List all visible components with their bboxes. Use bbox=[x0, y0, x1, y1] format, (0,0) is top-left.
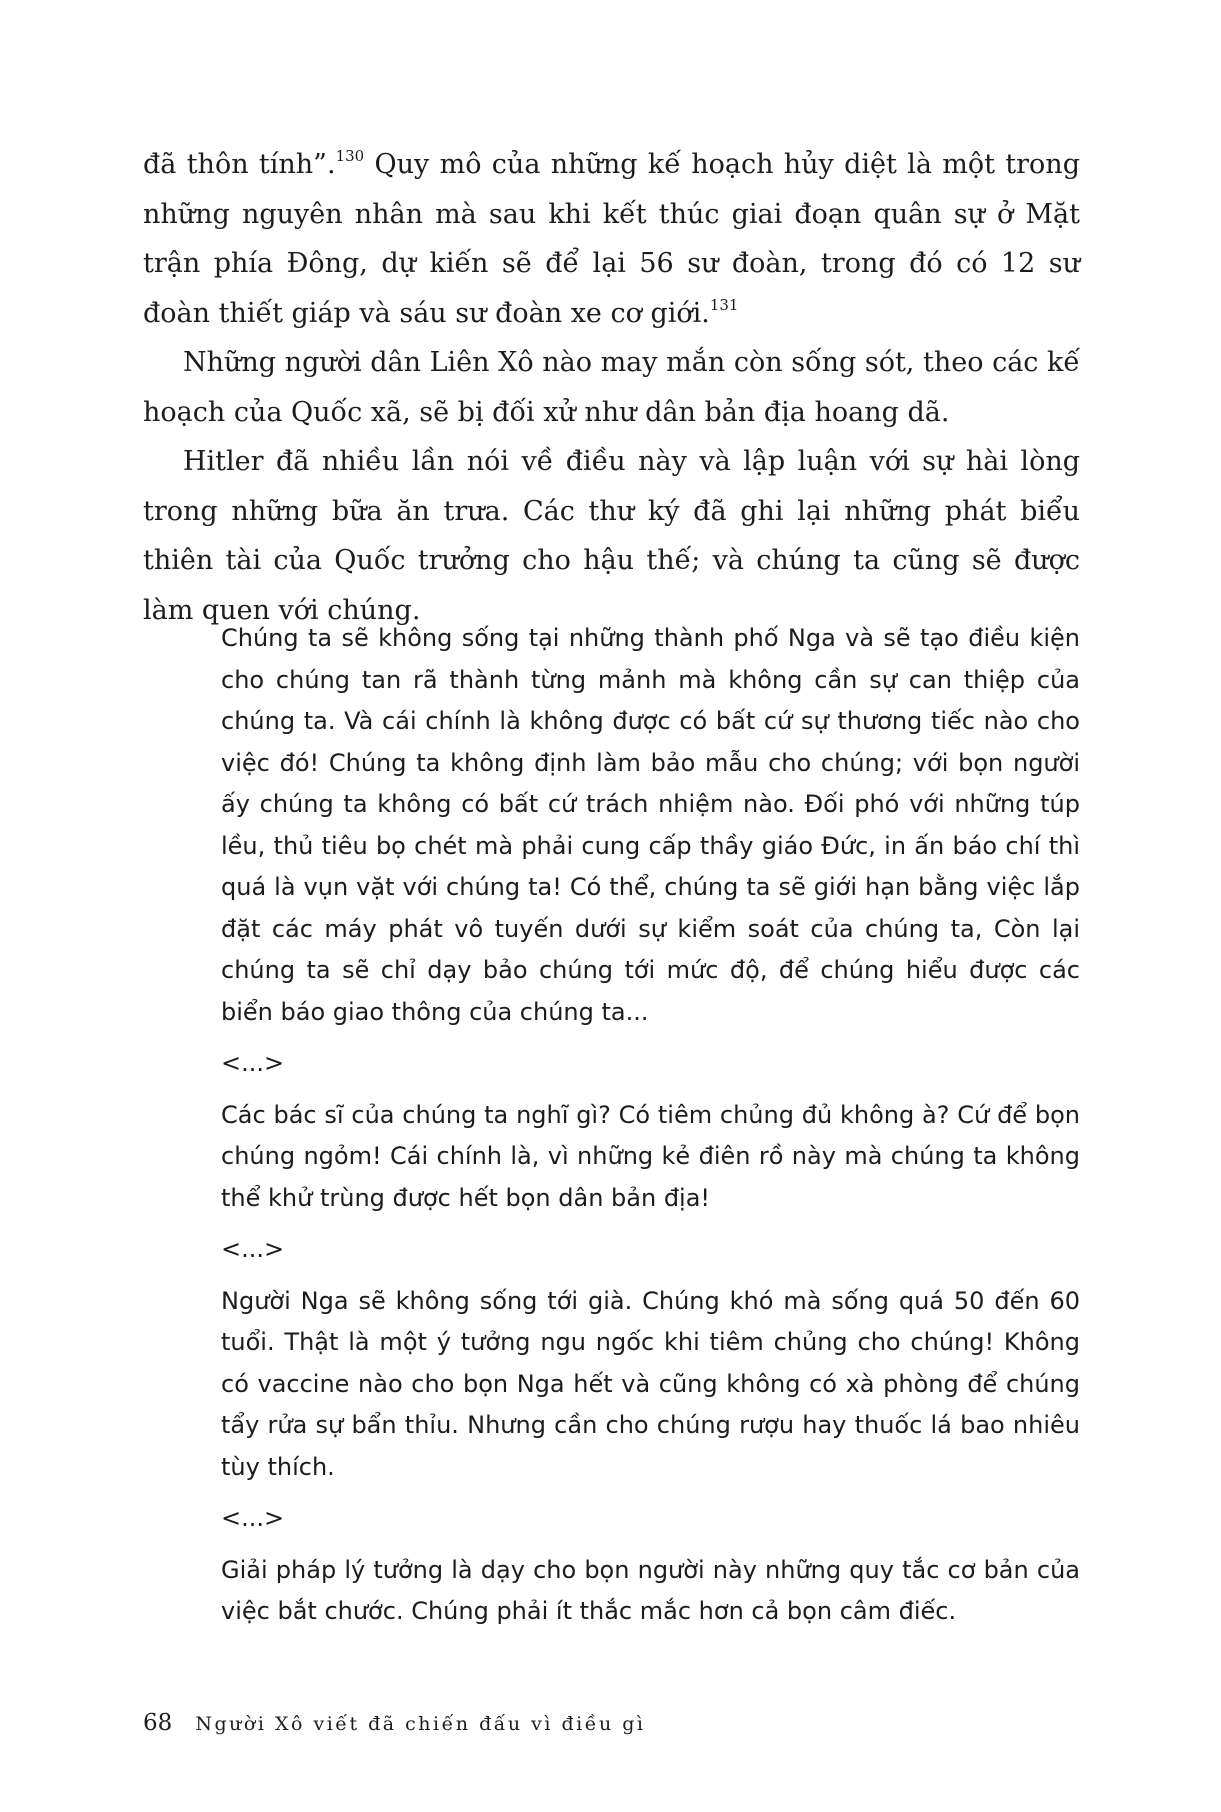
omission-marker: <...> bbox=[221, 1235, 285, 1263]
paragraph: Những người dân Liên Xô nào may mắn còn sống sót, theo các kế hoạch của Quốc xã, sẽ bị đối xử như dân bản địa hoang dã. bbox=[143, 347, 1080, 428]
footnote-reference: 131 bbox=[709, 295, 739, 314]
quote-paragraph: Các bác sĩ của chúng ta nghĩ gì? Có tiêm chủng đủ không à? Cứ để bọn chúng ngỏm! Cái chính là, vì những kẻ điên rồ này mà chúng ta không thể khử trùng được hết bọn dân bản địa! bbox=[221, 1100, 1080, 1212]
quote-paragraph: Chúng ta sẽ không sống tại những thành phố Nga và sẽ tạo điều kiện cho chúng tan rã thành từng mảnh mà không cần sự can thiệp của chúng ta. Và cái chính là không được có bất cứ sự thương tiếc nào cho việc đó! Chúng ta không định làm bảo mẫu cho chúng; với bọn người ấy chúng ta không có bất cứ trách nhiệm nào. Đối phó với những túp lều, thủ tiêu bọ chét mà phải cung cấp thầy giáo Đức, in ấn báo chí thì quá là vụn vặt với chúng ta! Có thể, chúng ta sẽ giới hạn bằng việc lắp đặt các máy phát vô tuyến dưới sự kiểm soát của chúng ta, Còn lại chúng ta sẽ chỉ dạy bảo chúng tới mức độ, để chúng hiểu được các biển báo giao thông của chúng ta... bbox=[221, 624, 1080, 1026]
quote-paragraph: Giải pháp lý tưởng là dạy cho bọn người này những quy tắc cơ bản của việc bắt chước. Chúng phải ít thắc mắc hơn cả bọn câm điếc. bbox=[221, 1555, 1080, 1625]
paragraph-continued bbox=[143, 140, 1080, 338]
page-number: 68 bbox=[143, 1710, 173, 1736]
omission-marker: <...> bbox=[221, 1504, 285, 1532]
omission-marker: <...> bbox=[221, 1049, 285, 1077]
quote-paragraph: Người Nga sẽ không sống tới già. Chúng khó mà sống quá 50 đến 60 tuổi. Thật là một ý tưởng ngu ngốc khi tiêm chủng cho chúng! Không có vaccine nào cho bọn Nga hết và cũng không có xà phòng để chúng tẩy rửa sự bẩn thỉu. Nhưng cần cho chúng rượu hay thuốc lá bao nhiêu tùy thích. bbox=[221, 1286, 1080, 1481]
footnote-reference: 130 bbox=[335, 147, 365, 165]
paragraph: Hitler đã nhiều lần nói về điều này và lập luận với sự hài lòng trong những bữa ăn trưa. Các thư ký đã ghi lại những phát biểu thiên tài của Quốc trưởng cho hậu thế; và chúng ta cũng sẽ được làm quen với chúng. bbox=[143, 446, 1080, 626]
page-footer bbox=[143, 1710, 645, 1736]
main-text bbox=[143, 140, 1080, 635]
block-quote bbox=[221, 618, 1080, 1643]
paragraph-text: Quy mô của những kế hoạch hủy diệt là một trong những nguyên nhân mà sau khi kết thúc giai đoạn quân sự ở Mặt trận phía Đông, dự kiến sẽ để lại 56 sư đoàn, trong đó có 12 sư đoàn thiết giáp và sáu sư đoàn xe cơ giới. bbox=[143, 149, 1080, 329]
running-title: Người Xô viết đã chiến đấu vì điều gì bbox=[195, 1713, 646, 1735]
paragraph-text: đã thôn tính”. bbox=[143, 149, 336, 180]
